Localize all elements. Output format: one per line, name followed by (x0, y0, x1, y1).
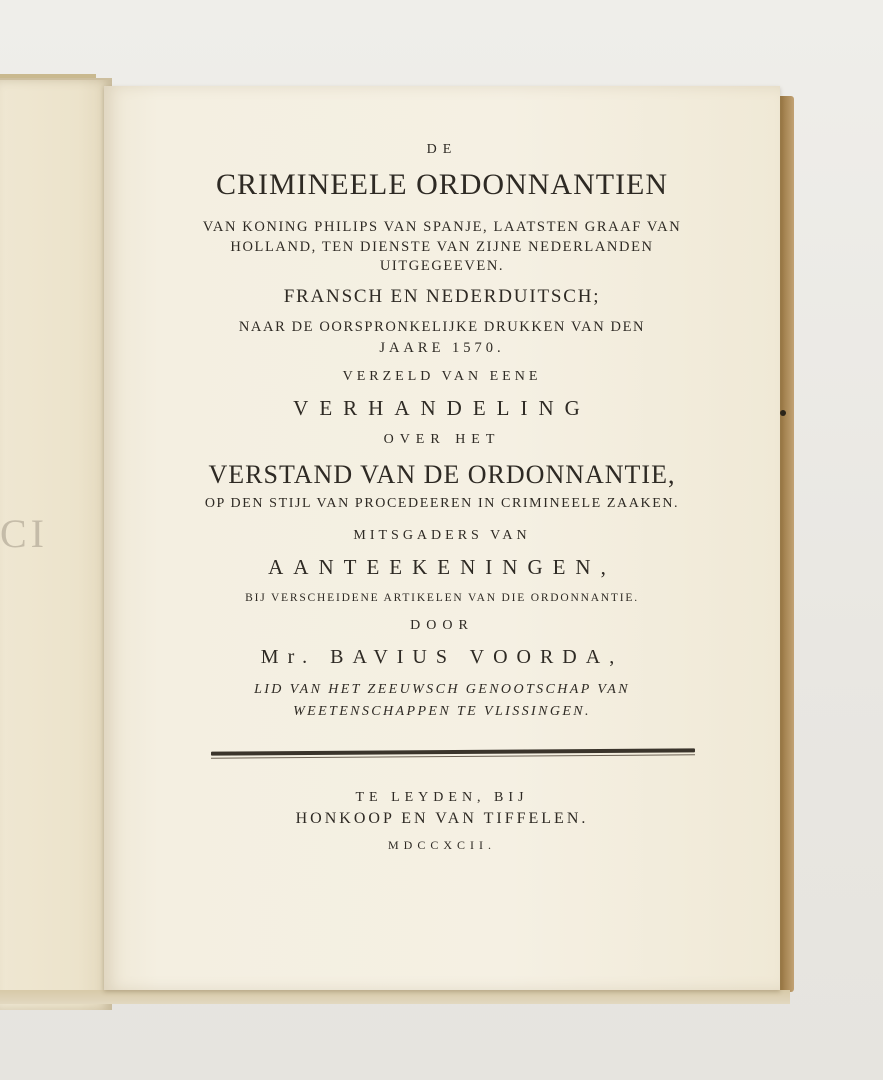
door-line: DOOR (410, 618, 474, 633)
language-line: FRANSCH EN NEDERDUITSCH; (283, 286, 601, 307)
source-line-2: JAARE 1570. (379, 340, 505, 356)
left-page-bleed-text: CI (0, 511, 48, 556)
affiliation-line-1: LID VAN HET ZEEUWSCH GENOOTSCHAP VAN (254, 682, 630, 697)
accompanied-line: VERZELD VAN EENE (342, 369, 542, 384)
author-line: Mr. BAVIUS VOORDA, (260, 646, 624, 668)
over-het-line: OVER HET (383, 432, 501, 447)
subtitle-line-1: VAN KONING PHILIPS VAN SPANJE, LAATSTEN GRAAF VAN (202, 219, 682, 235)
main-title: CRIMINEELE ORDONNANTIEN (215, 168, 669, 201)
place-line: TE LEYDEN, BIJ (355, 790, 529, 805)
affiliation-line-2: WEETENSCHAPPEN TE VLISSINGEN. (293, 704, 591, 719)
left-page (0, 78, 112, 1010)
line-de: DE (426, 142, 458, 157)
articles-line: BIJ VERSCHEIDENE ARTIKELEN VAN DIE ORDONNANTIE. (245, 592, 639, 604)
procedure-line: OP DEN STIJL VAN PROCEDEEREN IN CRIMINEELE ZAAKEN. (204, 496, 680, 511)
page-bottom-edge (0, 990, 790, 1004)
verstand-heading: VERSTAND VAN DE ORDONNANTIE, (208, 460, 676, 489)
year-line: MDCCXCII. (387, 838, 496, 852)
subtitle-line-3: UITGEGEEVEN. (379, 258, 505, 274)
aanteekeningen-heading: AANTEEKENINGEN, (268, 555, 616, 579)
source-line-1: NAAR DE OORSPRONKELIJKE DRUKKEN VAN DEN (238, 319, 646, 335)
publisher-line: HONKOOP EN VAN TIFFELEN. (295, 810, 589, 827)
edge-mark (780, 410, 786, 416)
title-page (104, 86, 780, 990)
verhandeling-heading: VERHANDELING (293, 396, 591, 420)
mitsgaders-line: MITSGADERS VAN (353, 528, 531, 543)
subtitle-line-2: HOLLAND, TEN DIENSTE VAN ZIJNE NEDERLANDEN (230, 239, 654, 255)
